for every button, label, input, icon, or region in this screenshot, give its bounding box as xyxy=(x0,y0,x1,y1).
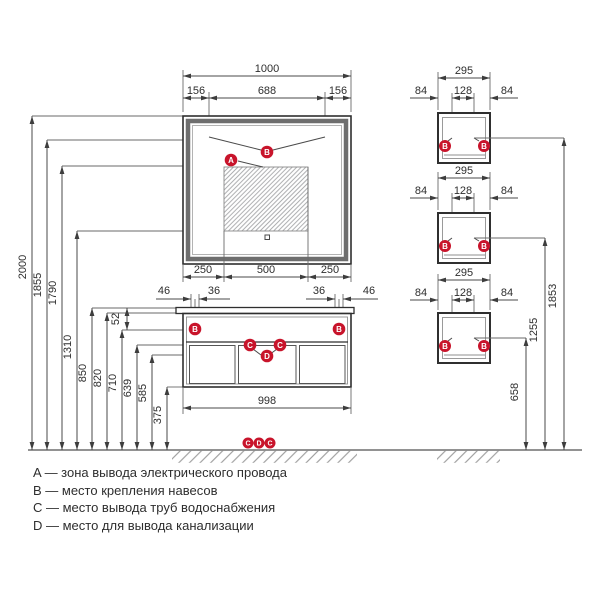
marker-b-label: B xyxy=(264,148,270,157)
legend-item-b: B — место крепления навесов xyxy=(33,482,218,498)
dim-side-center-span: 128 xyxy=(453,185,473,197)
dim-height-658: 658 xyxy=(509,382,521,402)
dim-side-offset-left: 84 xyxy=(414,287,428,299)
marker-b-badge xyxy=(189,323,202,336)
dim-vanity-edge-offset-right: 46 xyxy=(362,285,376,297)
vanity-countertop xyxy=(176,308,354,314)
legend-item-d: D — место для вывода канализации xyxy=(33,517,254,533)
marker-b-label: B xyxy=(442,242,448,251)
marker-b-badge xyxy=(478,240,490,252)
marker-b-badge xyxy=(439,340,451,352)
dim-height-639: 639 xyxy=(122,378,134,398)
marker-b-label: B xyxy=(442,342,448,351)
marker-a-label: A xyxy=(228,156,234,165)
vanity-drawer-right xyxy=(300,346,346,384)
marker-c-label: C xyxy=(245,440,251,448)
side-cabinet-middle xyxy=(410,165,545,263)
side-cabinet-bottom xyxy=(410,267,526,363)
marker-c-badge xyxy=(244,339,257,352)
marker-b-label: B xyxy=(336,325,342,334)
legend xyxy=(33,464,287,534)
marker-b-label: B xyxy=(442,142,448,151)
dim-side-offset-right: 84 xyxy=(500,85,514,97)
marker-b-label: B xyxy=(481,342,487,351)
dim-height-1855: 1855 xyxy=(32,272,44,298)
floor-line xyxy=(28,450,582,463)
vanity-drawer-left xyxy=(190,346,236,384)
dim-side-center-span: 128 xyxy=(453,85,473,97)
marker-c-label: C xyxy=(277,341,283,350)
dim-mirror-bottom-right: 250 xyxy=(320,264,340,276)
dim-mirror-offset-left: 156 xyxy=(186,85,206,97)
marker-c-badge xyxy=(274,339,287,352)
legend-item-a: A — зона вывода электрического провода xyxy=(33,465,287,480)
dim-height-585: 585 xyxy=(137,383,149,403)
right-height-dimensions xyxy=(509,138,564,450)
dim-height-850: 850 xyxy=(77,363,89,383)
dim-mirror-bottom-left: 250 xyxy=(193,264,213,276)
dim-mirror-width: 1000 xyxy=(254,63,280,75)
floor-hatch-right xyxy=(437,451,500,463)
floor-pipe-markers xyxy=(243,438,276,449)
dim-vanity-edge-offset-left: 46 xyxy=(157,285,171,297)
dim-side-width: 295 xyxy=(454,165,474,177)
dim-side-width: 295 xyxy=(454,65,474,77)
marker-b-label: B xyxy=(192,325,198,334)
dim-height-710: 710 xyxy=(107,373,119,393)
legend-item-c: C — место вывода труб водоснабжения xyxy=(33,500,276,515)
marker-d-badge xyxy=(261,350,274,363)
marker-b-badge xyxy=(439,140,451,152)
marker-b-badge xyxy=(478,340,490,352)
floor-hatch-left xyxy=(172,451,357,463)
dim-mirror-span-center: 688 xyxy=(257,85,277,97)
marker-c-label: C xyxy=(267,440,273,448)
dim-side-center-span: 128 xyxy=(453,287,473,299)
dim-vanity-hanger-offset-right: 36 xyxy=(312,285,326,297)
side-cabinet-top xyxy=(410,65,564,163)
marker-d-label: D xyxy=(256,440,262,448)
marker-d-label: D xyxy=(264,352,270,361)
dim-height-1255: 1255 xyxy=(528,317,540,343)
dim-vanity-hanger-offset-left: 36 xyxy=(207,285,221,297)
dim-side-offset-left: 84 xyxy=(414,85,428,97)
marker-c-badge xyxy=(243,438,254,449)
marker-b-badge xyxy=(261,146,274,159)
dim-side-width: 295 xyxy=(454,267,474,279)
dim-vanity-top-gap: 52 xyxy=(110,312,122,326)
marker-b-badge xyxy=(333,323,346,336)
marker-d-badge xyxy=(254,438,265,449)
dim-height-1790: 1790 xyxy=(47,280,59,306)
marker-a-badge xyxy=(225,154,238,167)
dim-vanity-width: 998 xyxy=(257,395,277,407)
mirror-front-view xyxy=(183,63,351,282)
vanity-front-view xyxy=(110,285,378,414)
marker-b-label: B xyxy=(481,242,487,251)
electrical-zone-hatch xyxy=(224,167,308,231)
dim-height-1853: 1853 xyxy=(547,283,559,309)
dim-height-375: 375 xyxy=(152,405,164,425)
marker-c-badge xyxy=(265,438,276,449)
sensor-switch xyxy=(265,235,270,240)
dim-side-offset-left: 84 xyxy=(414,185,428,197)
marker-c-label: C xyxy=(247,341,253,350)
dim-height-1310: 1310 xyxy=(62,334,74,360)
marker-b-badge xyxy=(439,240,451,252)
marker-b-badge xyxy=(478,140,490,152)
marker-b-label: B xyxy=(481,142,487,151)
dim-height-2000: 2000 xyxy=(17,254,29,280)
dim-mirror-bottom-center: 500 xyxy=(256,264,276,276)
dim-height-820: 820 xyxy=(92,368,104,388)
dim-mirror-offset-right: 156 xyxy=(328,85,348,97)
dim-side-offset-right: 84 xyxy=(500,185,514,197)
dim-side-offset-right: 84 xyxy=(500,287,514,299)
